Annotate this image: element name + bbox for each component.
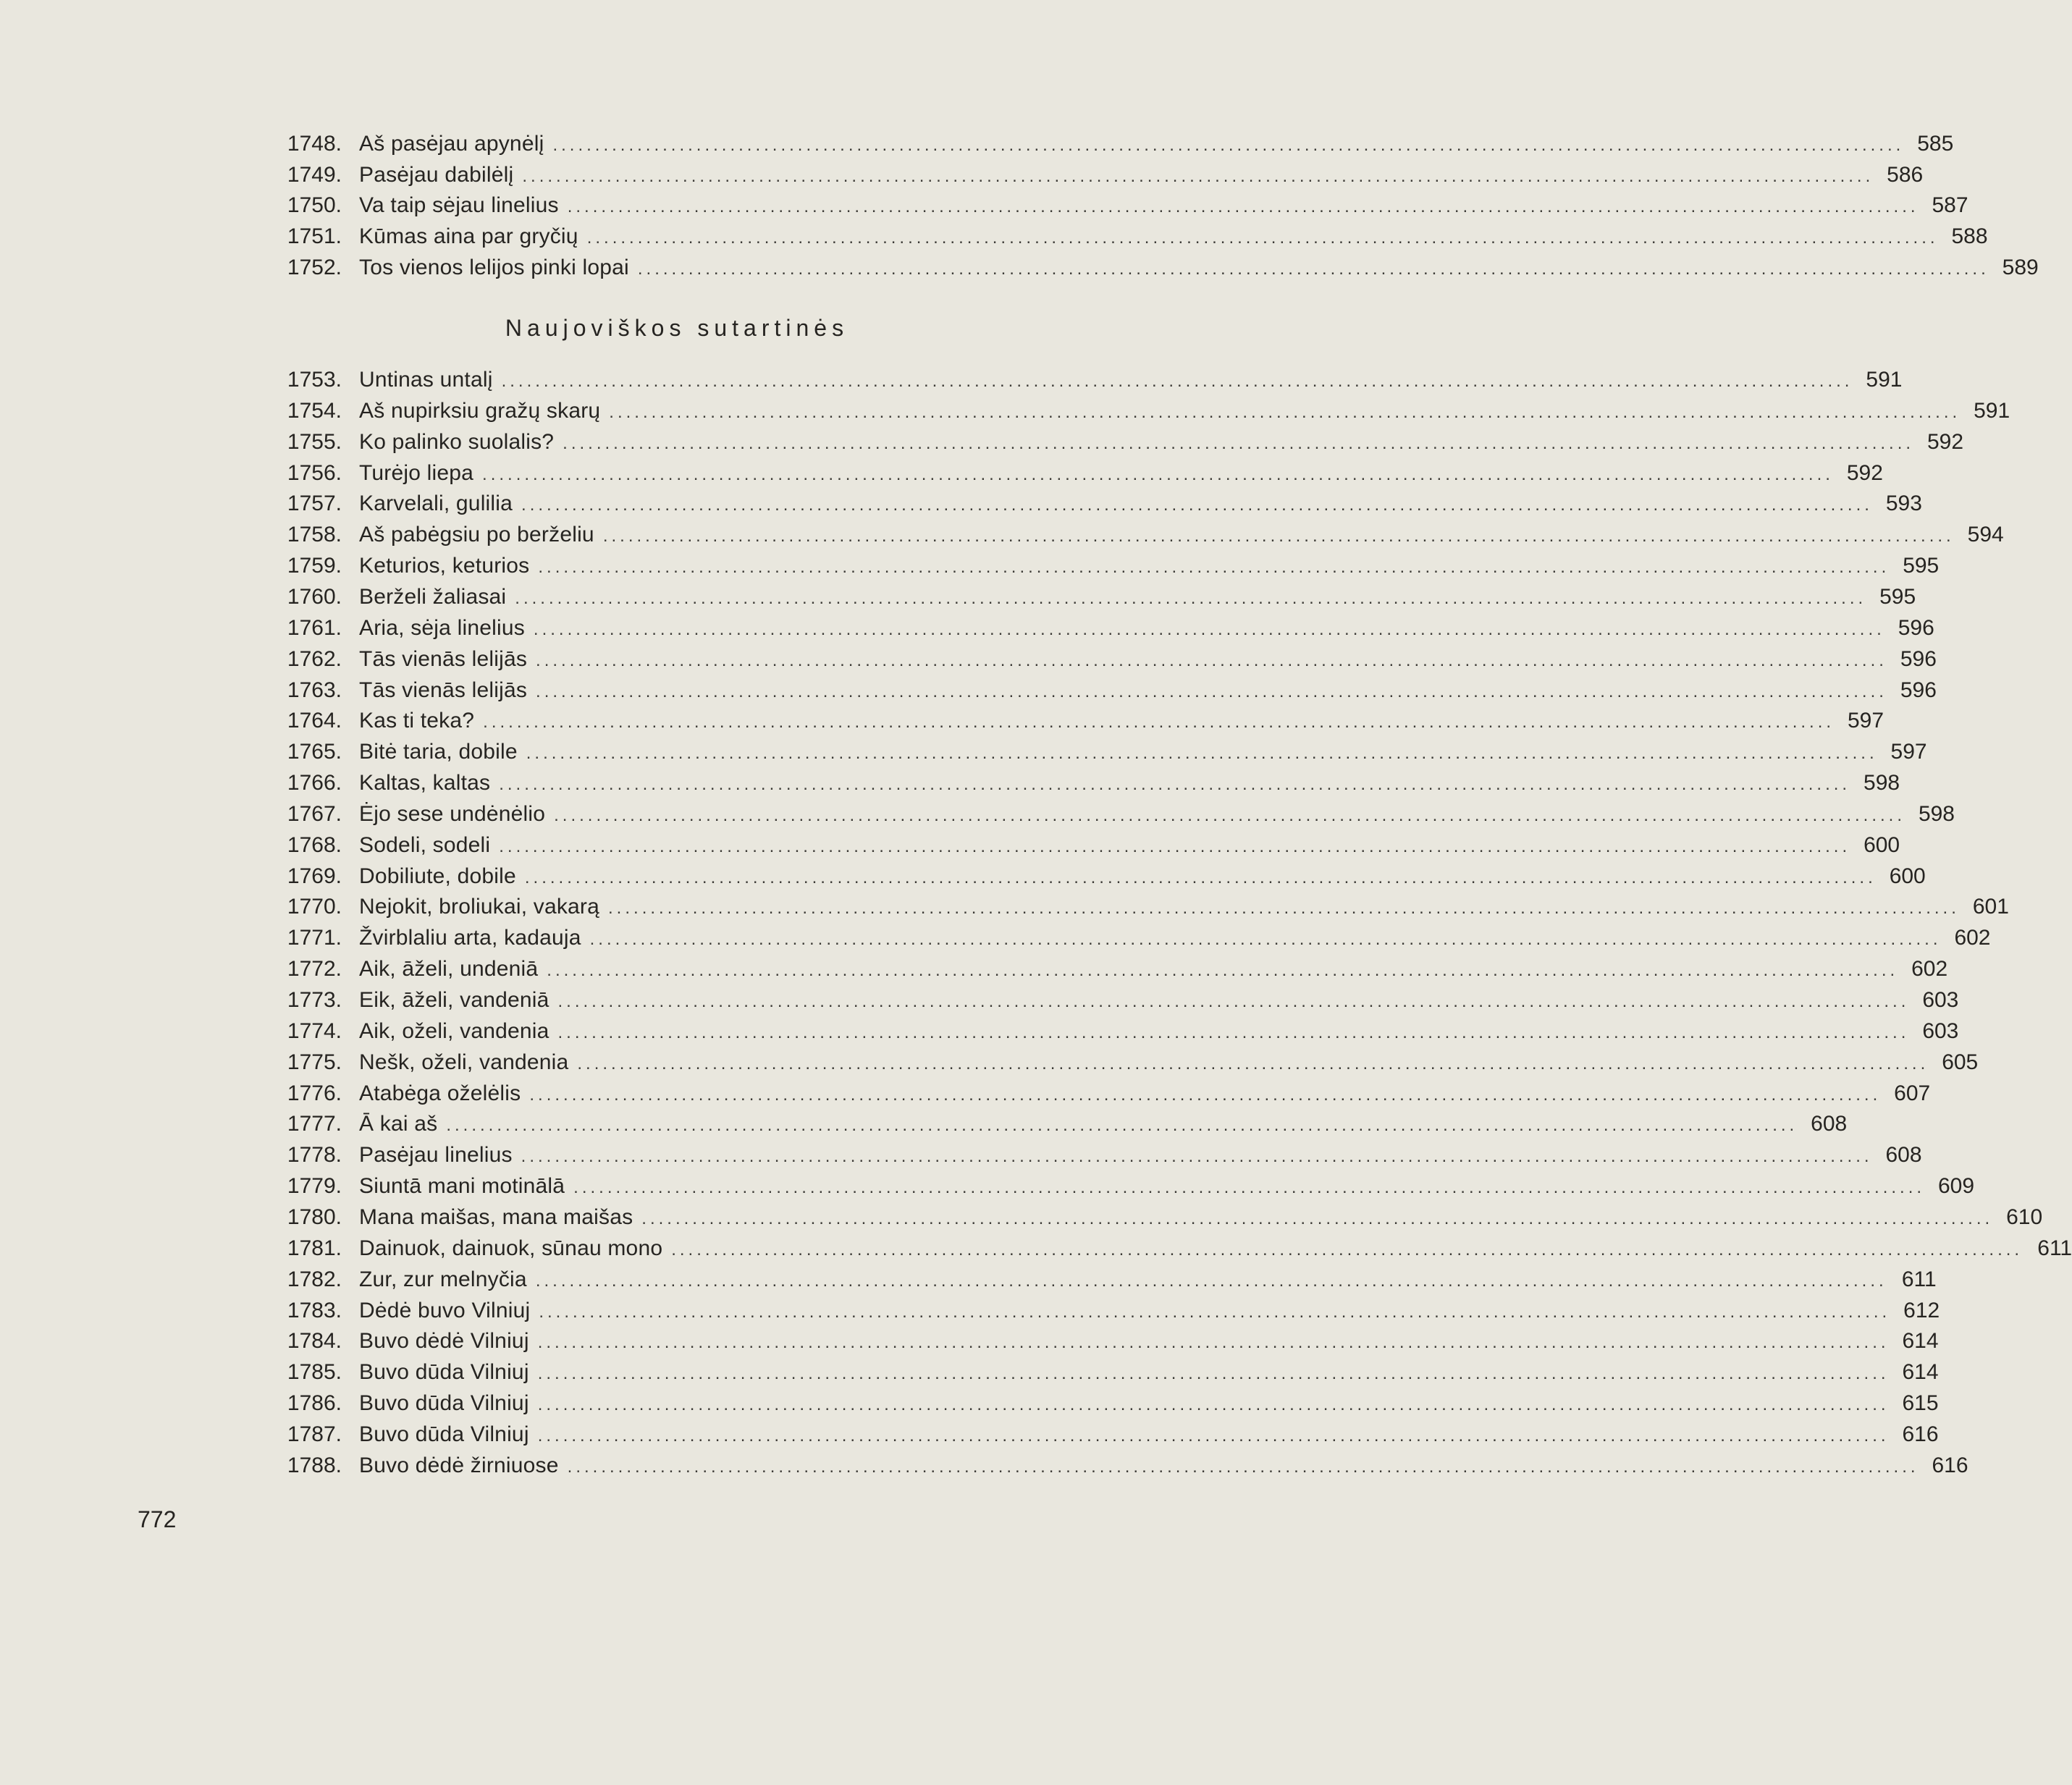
dot-leader: ................................................................................................................................................................ — [557, 992, 1910, 1011]
entry-title: Karvelali, gulilia — [359, 491, 513, 516]
toc-entry — [261, 892, 2009, 922]
entry-number: 1768. — [287, 832, 342, 857]
entry-number: 1763. — [287, 678, 342, 702]
toc-entry — [261, 1419, 1939, 1450]
entry-title: Siuntā mani motinālā — [359, 1174, 565, 1199]
entry-number: 1766. — [287, 771, 342, 796]
entry-page-number: 615 — [1902, 1391, 1939, 1416]
entry-title: Va taip sėjau linelius — [359, 193, 559, 218]
entry-page-number: 592 — [1926, 429, 1964, 454]
entry-title: Atabėga oželėlis — [359, 1081, 521, 1105]
entry-page-number: 596 — [1900, 678, 1937, 702]
entry-title: Pasėjau dabilėlį — [359, 162, 514, 187]
toc-entry — [261, 1296, 1940, 1326]
dot-leader: ................................................................................................................................................................ — [641, 1208, 1994, 1228]
dot-leader: ................................................................................................................................................................ — [602, 526, 1955, 547]
entry-number: 1775. — [287, 1050, 342, 1074]
entry-page-number: 610 — [2006, 1204, 2043, 1229]
toc-entry — [261, 768, 1900, 798]
dot-leader: ................................................................................................................................................................ — [536, 650, 1887, 670]
entry-number: 1785. — [287, 1360, 342, 1385]
entry-title: Aš pasėjau apynėlį — [359, 132, 544, 156]
entry-title: Aš pabėgsiu po berželiu — [359, 523, 594, 547]
entry-page-number: 591 — [1974, 398, 2010, 423]
entry-number: 1762. — [287, 646, 342, 671]
toc-entry — [261, 253, 2039, 283]
entry-title: Buvo dūda Vilniuj — [359, 1422, 529, 1446]
toc-entry — [261, 613, 1934, 643]
entry-number: 1756. — [287, 460, 342, 485]
entry-number: 1765. — [287, 740, 342, 764]
entry-title: Aik, āželi, undeniā — [359, 957, 539, 982]
dot-leader: ................................................................................................................................................................ — [577, 1053, 1929, 1073]
dot-leader: ................................................................................................................................................................ — [529, 1084, 1882, 1105]
dot-leader: ................................................................................................................................................................ — [533, 619, 1885, 639]
dot-leader: ................................................................................................................................................................ — [547, 961, 1899, 981]
toc-entry — [261, 129, 1954, 159]
entry-page-number: 598 — [1918, 801, 1955, 826]
entry-page-number: 605 — [1942, 1050, 1979, 1074]
entry-page-number: 614 — [1902, 1329, 1939, 1354]
entry-title: Tos vienos lelijos pinki lopai — [359, 255, 629, 279]
entry-number: 1754. — [287, 398, 342, 423]
entry-page-number: 589 — [2002, 255, 2039, 279]
entry-page-number: 597 — [1847, 709, 1884, 733]
entry-title: Zur, zur melnyčia — [359, 1267, 527, 1291]
entry-page-number: 602 — [1954, 926, 1991, 950]
dot-leader: ................................................................................................................................................................ — [499, 836, 1851, 856]
toc-entry — [261, 954, 1948, 984]
toc-entry — [261, 1109, 1848, 1139]
entry-number: 1770. — [287, 895, 342, 919]
entry-number: 1767. — [287, 801, 342, 826]
dot-leader: ................................................................................................................................................................ — [537, 1364, 1890, 1384]
entry-number: 1750. — [287, 193, 342, 218]
entry-number: 1771. — [287, 926, 342, 950]
entry-page-number: 596 — [1898, 615, 1934, 640]
entry-number: 1774. — [287, 1018, 342, 1043]
dot-leader: ................................................................................................................................................................ — [446, 1115, 1798, 1136]
entry-number: 1779. — [287, 1174, 342, 1199]
toc-entry — [261, 923, 1991, 953]
entry-number: 1755. — [287, 429, 342, 454]
entry-number: 1780. — [287, 1204, 342, 1229]
entry-number: 1759. — [287, 554, 342, 578]
entry-title: Buvo dūda Vilniuj — [359, 1360, 529, 1385]
entry-page-number: 592 — [1846, 460, 1883, 485]
dot-leader: ................................................................................................................................................................ — [483, 712, 1835, 733]
entry-title: Ėjo sese undėnėlio — [359, 801, 546, 826]
dot-leader: ................................................................................................................................................................ — [557, 1022, 1910, 1042]
entry-page-number: 586 — [1887, 162, 1924, 187]
entry-number: 1764. — [287, 709, 342, 733]
entry-page-number: 616 — [1902, 1422, 1939, 1446]
entry-page-number: 603 — [1922, 988, 1959, 1012]
toc-entry — [261, 985, 1959, 1016]
entry-number: 1752. — [287, 255, 342, 279]
dot-leader: ................................................................................................................................................................ — [538, 557, 1890, 578]
entry-number: 1769. — [287, 864, 342, 888]
dot-leader: ................................................................................................................................................................ — [537, 1333, 1890, 1353]
toc-entry — [261, 830, 1900, 861]
entry-title: Mana maišas, mana maišas — [359, 1204, 633, 1229]
entry-title: Buvo dėdė žirniuose — [359, 1453, 559, 1477]
toc-entry — [261, 1140, 1922, 1170]
entry-title: Aik, oželi, vandenia — [359, 1018, 549, 1043]
dot-leader: ................................................................................................................................................................ — [608, 898, 1960, 919]
entry-page-number: 601 — [1972, 895, 2009, 919]
dot-leader: ................................................................................................................................................................ — [552, 135, 1905, 155]
dot-leader: ................................................................................................................................................................ — [521, 1147, 1873, 1167]
toc-entry — [261, 458, 1883, 489]
toc-entry — [261, 1357, 1939, 1388]
entry-title: Dobiliute, dobile — [359, 864, 516, 888]
dot-leader: ................................................................................................................................................................ — [515, 588, 1867, 608]
toc-entry — [261, 644, 1937, 675]
entry-page-number: 588 — [1951, 224, 1988, 249]
entry-number: 1757. — [287, 491, 342, 516]
entry-page-number: 607 — [1894, 1081, 1931, 1105]
entry-title: Buvo dėdė Vilniuj — [359, 1329, 529, 1354]
dot-leader: ................................................................................................................................................................ — [586, 228, 1939, 248]
entry-number: 1751. — [287, 224, 342, 249]
entry-number: 1761. — [287, 615, 342, 640]
entry-page-number: 611 — [2037, 1236, 2072, 1260]
entry-page-number: 609 — [1937, 1174, 1975, 1199]
dot-leader: ................................................................................................................................................................ — [589, 929, 1942, 950]
dot-leader: ................................................................................................................................................................ — [567, 197, 1919, 217]
dot-leader: ................................................................................................................................................................ — [537, 1425, 1890, 1446]
dot-leader: ................................................................................................................................................................ — [637, 258, 1989, 279]
dot-leader: ................................................................................................................................................................ — [609, 402, 1961, 422]
entry-title: Dėdė buvo Vilniuj — [359, 1298, 531, 1322]
entry-number: 1787. — [287, 1422, 342, 1446]
toc-entry — [261, 1079, 1931, 1109]
entry-title: Untinas untalį — [359, 368, 493, 392]
entry-page-number: 594 — [1967, 523, 2004, 547]
entry-title: Pasėjau linelius — [359, 1143, 513, 1168]
entry-page-number: 600 — [1889, 864, 1926, 888]
dot-leader: ................................................................................................................................................................ — [521, 495, 1873, 515]
entry-number: 1778. — [287, 1143, 342, 1168]
entry-number: 1773. — [287, 988, 342, 1012]
entry-number: 1781. — [287, 1236, 342, 1260]
dot-leader: ................................................................................................................................................................ — [501, 371, 1853, 391]
dot-leader: ................................................................................................................................................................ — [535, 1270, 1887, 1291]
entry-number: 1758. — [287, 523, 342, 547]
entry-title: Aš nupirksiu gražų skarų — [359, 398, 601, 423]
entry-page-number: 595 — [1903, 554, 1940, 578]
toc-entry — [261, 396, 2010, 426]
entry-page-number: 587 — [1932, 193, 1968, 218]
entry-title: Tās vienās lelijās — [359, 678, 528, 702]
dot-leader: ................................................................................................................................................................ — [524, 867, 1877, 887]
entry-title: Žvirblaliu arta, kadauja — [359, 926, 581, 950]
toc-entry — [261, 737, 1927, 767]
toc-entry — [261, 1016, 1959, 1047]
entry-page-number: 595 — [1879, 584, 1916, 609]
entry-number: 1772. — [287, 957, 342, 982]
entry-number: 1749. — [287, 162, 342, 187]
dot-leader: ................................................................................................................................................................ — [563, 433, 1915, 453]
entry-title: Ko palinko suolalis? — [359, 429, 555, 454]
dot-leader: ................................................................................................................................................................ — [573, 1178, 1926, 1198]
entry-title: Sodeli, sodeli — [359, 832, 491, 857]
toc-entry — [261, 1047, 1979, 1078]
entry-page-number: 600 — [1863, 832, 1900, 857]
entry-page-number: 596 — [1900, 646, 1937, 671]
entry-title: Tās vienās lelijās — [359, 646, 528, 671]
entry-number: 1760. — [287, 584, 342, 609]
toc-entry — [261, 427, 1964, 457]
entry-page-number: 585 — [1917, 132, 1954, 156]
entry-page-number: 616 — [1932, 1453, 1968, 1477]
dot-leader: ................................................................................................................................................................ — [499, 775, 1851, 795]
entry-page-number: 597 — [1890, 740, 1927, 764]
entry-number: 1748. — [287, 132, 342, 156]
page-number: 772 — [138, 1506, 177, 1532]
toc-entry — [261, 1233, 2072, 1264]
entry-title: Nejokit, broliukai, vakarą — [359, 895, 600, 919]
entry-page-number: 611 — [1901, 1267, 1937, 1291]
dot-leader: ................................................................................................................................................................ — [539, 1301, 1891, 1322]
toc-entry — [261, 551, 1940, 581]
entry-title: Turėjo liepa — [359, 460, 474, 485]
entry-title: Buvo dūda Vilniuj — [359, 1391, 529, 1416]
entry-title: Bitė taria, dobile — [359, 740, 518, 764]
entry-title: Kūmas aina par gryčių — [359, 224, 578, 249]
toc-entry — [261, 365, 1903, 395]
entry-title: Nešk, oželi, vandenia — [359, 1050, 569, 1074]
dot-leader: ................................................................................................................................................................ — [482, 464, 1834, 484]
entry-number: 1783. — [287, 1298, 342, 1322]
dot-leader: ................................................................................................................................................................ — [567, 1456, 1919, 1477]
toc-entry — [261, 190, 1968, 221]
entry-title: Aria, sėja linelius — [359, 615, 525, 640]
entry-number: 1786. — [287, 1391, 342, 1416]
dot-leader: ................................................................................................................................................................ — [536, 681, 1887, 701]
toc-entry — [261, 799, 1955, 830]
entry-page-number: 603 — [1922, 1018, 1959, 1043]
entry-page-number: 614 — [1902, 1360, 1939, 1385]
entry-title: Dainuok, dainuok, sūnau mono — [359, 1236, 663, 1260]
toc-entry — [261, 675, 1937, 706]
entry-title: Berželi žaliasai — [359, 584, 507, 609]
entry-page-number: 598 — [1863, 771, 1900, 796]
entry-number: 1782. — [287, 1267, 342, 1291]
dot-leader: ................................................................................................................................................................ — [522, 166, 1874, 186]
toc-entry — [261, 221, 1988, 252]
section-heading: Naujoviškos sutartinės — [505, 315, 849, 341]
entry-page-number: 608 — [1811, 1112, 1848, 1136]
entry-page-number: 591 — [1866, 368, 1903, 392]
entry-number: 1753. — [287, 368, 342, 392]
toc-entry — [261, 706, 1884, 736]
toc-entry — [261, 1388, 1939, 1419]
toc-entry — [261, 520, 2004, 550]
dot-leader: ................................................................................................................................................................ — [526, 743, 1878, 764]
entry-number: 1788. — [287, 1453, 342, 1477]
entry-page-number: 593 — [1885, 491, 1922, 516]
toc-entry — [261, 582, 1916, 612]
entry-title: Ā kai aš — [359, 1112, 438, 1136]
entry-number: 1776. — [287, 1081, 342, 1105]
toc-entry — [261, 489, 1922, 519]
toc-entry — [261, 1451, 1968, 1481]
entry-title: Kaltas, kaltas — [359, 771, 491, 796]
entry-page-number: 602 — [1911, 957, 1948, 982]
entry-number: 1784. — [287, 1329, 342, 1354]
entry-title: Keturios, keturios — [359, 554, 530, 578]
toc-entry — [261, 1171, 1975, 1202]
toc-entry — [261, 861, 1926, 892]
dot-leader: ................................................................................................................................................................ — [537, 1395, 1890, 1415]
dot-leader: ................................................................................................................................................................ — [671, 1239, 2023, 1259]
toc-entry — [261, 1326, 1939, 1356]
entry-number: 1777. — [287, 1112, 342, 1136]
toc-entry — [261, 1265, 1937, 1295]
toc-entry — [261, 1202, 2043, 1233]
entry-title: Kas ti teka? — [359, 709, 475, 733]
dot-leader: ................................................................................................................................................................ — [554, 805, 1905, 825]
toc-entry — [261, 160, 1924, 190]
entry-page-number: 608 — [1885, 1143, 1922, 1168]
entry-title: Eik, āželi, vandeniā — [359, 988, 549, 1012]
entry-page-number: 612 — [1903, 1298, 1940, 1322]
